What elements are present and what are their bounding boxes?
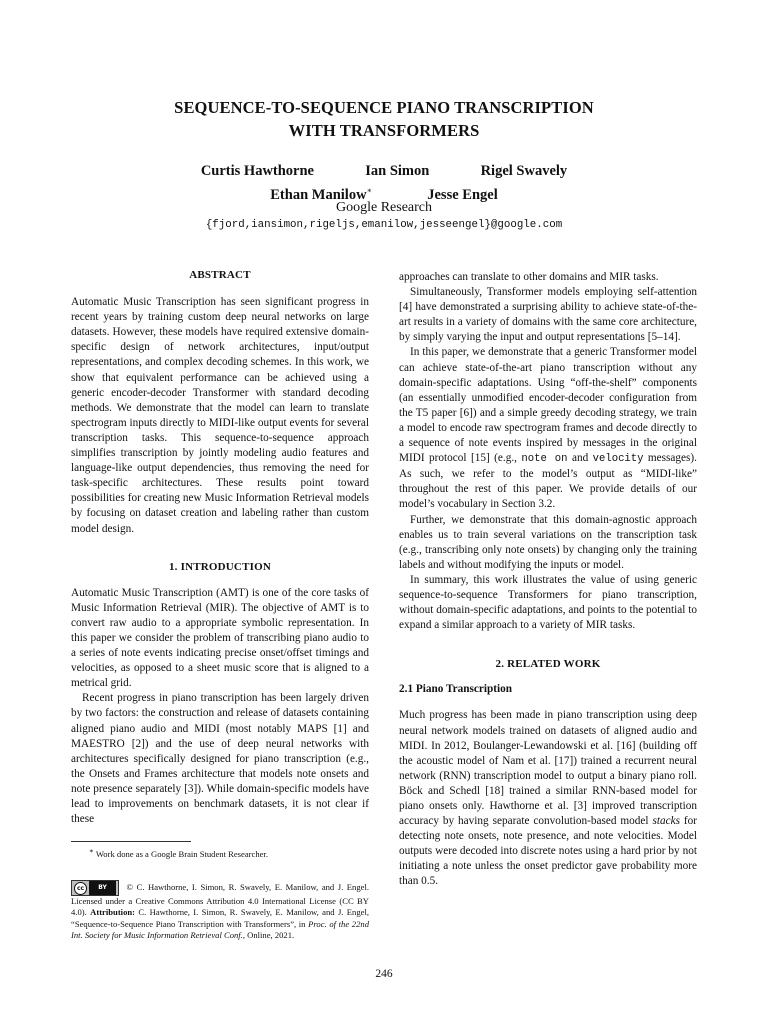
by-badge-label: BY (89, 881, 116, 895)
right-paragraph-0: approaches can translate to other domains and MIR tasks. (399, 271, 659, 283)
attribution-label: Attribution: (90, 907, 136, 918)
footnote-text: Work done as a Google Brain Student Researcher. (95, 849, 268, 860)
license-text-c: , Online, 2021. (242, 929, 295, 940)
affiliation: Google Research (335, 200, 433, 215)
text-span: and (567, 452, 593, 465)
license-text-b: C. Hawthorne, I. Simon, R. Swavely, E. Manilow, and J. Engel, “Sequence-to-Sequence Piano Transcription with Transformers”, in (71, 907, 369, 929)
author-name: Ian Simon (365, 163, 430, 179)
text-span: for detecting note onsets, note presence, and note velocities. Model outputs were decoded into discrete notes using a hard prior by not initiating a note unless the onset predictor gave probability more than 0.5. (399, 815, 697, 888)
author-footnote-mark: ∗ (366, 186, 372, 195)
footnote-mark: ∗ (89, 847, 94, 856)
text-span: messages). As such, we refer to the model’s output as “MIDI-like” throughout the rest of this paper. We provide details of our model’s vocabulary in Section 3.2. (399, 452, 697, 511)
author-name: Rigel Swavely (480, 163, 568, 179)
author-emails: {fjord,iansimon,rigeljs,emanilow,jesseengel}@google.com (205, 219, 563, 231)
page-number: 246 (375, 968, 393, 980)
author-row-1 (0, 162, 768, 181)
intro-paragraph-2: Recent progress in piano transcription has been largely driven by two factors: the construction and release of datasets containing aligned piano audio and MIDI (most notably MAPS [1] and MAESTRO [2]) and the use of deep neural networks with architectures specifically designed for piano transcription (e.g., the Onsets and Frames architecture that models note onsets and note presence separately [3]). While domain-specific models have lead to improvements on benchmark datasets, it is not clear if these (71, 692, 369, 826)
piano-transcription-subheading: 2.1 Piano Transcription (399, 683, 513, 696)
paper-title (0, 96, 768, 142)
author-name: Curtis Hawthorne (200, 163, 314, 179)
footnote-rule (71, 841, 191, 842)
cc-by-license-icon[interactable] (71, 880, 119, 896)
right-paragraph-3: Further, we demonstrate that this domain-agnostic approach enables us to train several variations on the transcription task (e.g., transcribing only note onsets) by changing only the training labels and without modifying the inputs or model. (399, 513, 697, 571)
author-name: Ethan Manilow (270, 186, 367, 203)
text-span: Much progress has been made in piano transcription using deep neural network models trained on datasets of aligned audio and MIDI. In 2012, Boulanger-Lewandowski et al. [16] (building off the acoustic model of Nam et al. [17]) trained a recurrent neural network (RNN) transcription model to output a binary piano roll. Böck and Schedl [18] trained a similar RNN-based model for piano onsets only. Hawthorne et al. [3] improved transcription accuracy by having separate convolution-based model (399, 709, 697, 828)
cc-badge-label: cc (74, 882, 87, 895)
title-line-1: SEQUENCE-TO-SEQUENCE PIANO TRANSCRIPTION (174, 98, 594, 117)
introduction-heading: 1. INTRODUCTION (168, 560, 271, 573)
right-paragraph-1: Simultaneously, Transformer models employing self-attention [4] have demonstrated a surprising ability to achieve state-of-the-art results in a variety of domains with the same core architecture, by simply varying the input and output representations [5–14]. (399, 286, 697, 344)
license-text-a: © C. Hawthorne, I. Simon, R. Swavely, E. Manilow, and J. Engel. Licensed under a Creative Commons Attribution 4.0 International License (CC BY 4.0). (71, 882, 369, 918)
right-paragraph-2 (399, 345, 697, 512)
venue-name: Proc. of the 22nd Int. Society for Music Information Retrieval Conf. (71, 918, 369, 940)
related-work-heading: 2. RELATED WORK (495, 658, 601, 671)
midi-message-note-on: note on (521, 453, 568, 466)
footnote (71, 846, 369, 860)
text-span: In this paper, we demonstrate that a generic Transformer model can achieve state-of-the-art piano transcription without any domain-specific adaptations. Using “off-the-shelf” components (an essentially unmodified encoder-decoder configuration from the T5 paper [6]) and a simple greedy decoding strategy, we train a model to encode raw spectrogram frames and decode directly to a sequence of note events inspired by messages in the original MIDI protocol [15] (e.g., (399, 346, 697, 465)
emphasis-stacks: stacks (652, 815, 680, 828)
left-column (71, 268, 369, 941)
related-work-paragraph (399, 708, 697, 889)
author-name: Jesse Engel (427, 186, 498, 203)
right-column (399, 270, 697, 890)
right-paragraph-4: In summary, this work illustrates the value of using generic sequence-to-sequence Transformers for piano transcription, without domain-specific adaptations, and points to the potential to expand a similar approach to a variety of MIR tasks. (399, 573, 697, 632)
intro-paragraph-1: Automatic Music Transcription (AMT) is one of the core tasks of Music Information Retrieval (MIR). The objective of AMT is to convert raw audio to a appropriate symbolic representation. In this paper we consider the problem of transcribing piano audio to a series of note events indicating precise onset/offset timings and velocities, as opposed to a sheet music score that is aligned to a metrical grid. (71, 586, 369, 690)
midi-message-velocity: velocity (592, 453, 644, 466)
abstract-heading: ABSTRACT (189, 269, 251, 281)
abstract-text: Automatic Music Transcription has seen significant progress in recent years by training custom deep neural networks on large datasets. However, these models have required extensive domain-specific design of network architectures, input/output representations, and complex decoding schemes. In this work, we show that equivalent performance can be achieved using a generic encoder-decoder Transformer with standard decoding methods. We demonstrate that the model can learn to translate spectrogram inputs directly to MIDI-like output events for several transcription tasks. This sequence-to-sequence approach simplifies transcription by jointly modeling audio features and language-like output dependencies, thus removing the need for task-specific architectures. These results point toward possibilities for creating new Music Information Retrieval models by focusing on dataset creation and labeling rather than custom model design. (71, 296, 369, 535)
license-block (71, 880, 369, 941)
title-line-2: WITH TRANSFORMERS (288, 121, 480, 140)
